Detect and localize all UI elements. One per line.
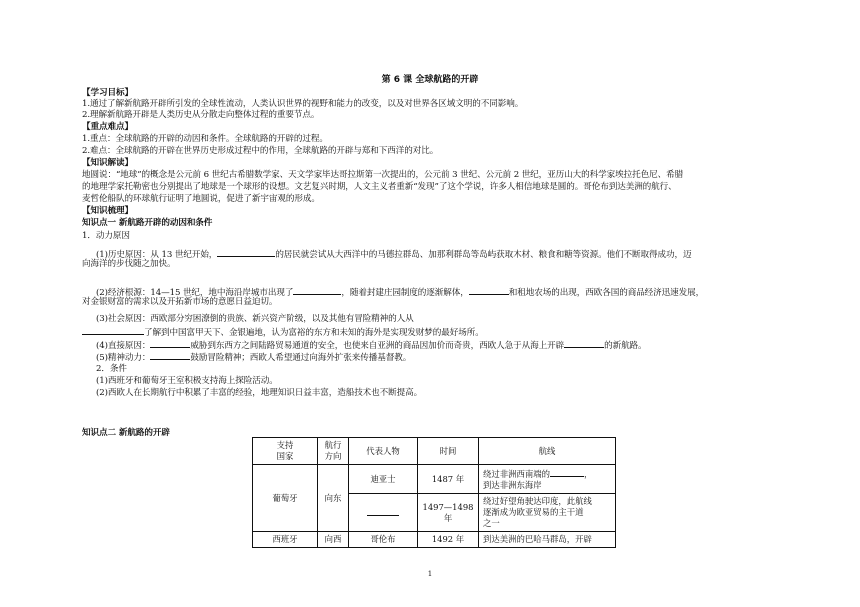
- point1-heading: 知识点一 新航路开辟的动因和条件: [82, 218, 213, 228]
- cell-person: [349, 494, 418, 532]
- cause-4-text-b: 威胁到东西方之间陆路贸易通道的安全，也使来自亚洲的商品因加价而奇贵，西欧人急于从海上开辟: [190, 341, 565, 351]
- cause-2-text-a: (2)经济根源：14—15 世纪，地中海沿岸城市出现了: [96, 288, 294, 298]
- cell-country: 西班牙: [253, 532, 318, 548]
- header-text: 代表人物: [366, 445, 400, 456]
- cell-direction: 向东: [318, 465, 349, 532]
- cause-1-text-b: 的居民就尝试从大西洋中的马德拉群岛、加那利群岛等岛屿获取木材、粮食和糖等资源。他们不断取得成功，迈: [275, 250, 692, 260]
- table-row: [253, 465, 616, 494]
- read-heading: 【知识解读】: [82, 158, 133, 168]
- read-line-2: 的地理学家托勒密也分别提出了地球是一个球形的设想。文艺复兴时期，人文主义者重新“发现”了这个学说，许多人相信地球是圆的。哥伦布到达美洲的航行、: [82, 182, 677, 192]
- route-table: [252, 437, 616, 548]
- cell-person: 哥伦布: [349, 532, 418, 548]
- page-number: 1: [427, 570, 433, 578]
- key-line-2: 2.难点：全球航路的开辟在世界历史形成过程中的作用，全球航路的开辟与郑和下西洋的对比。: [82, 146, 439, 156]
- cell-person: 迪亚士: [349, 465, 418, 494]
- goal-line-2: 2.理解新航路开辟是人类历史从分散走向整体过程的重要节点。: [82, 110, 320, 120]
- header-text: 时间: [439, 445, 457, 456]
- time-text: 1497—1498 年: [422, 501, 474, 523]
- cell-time: 1487 年: [418, 465, 479, 494]
- cause-heading: 1．动力原因: [82, 231, 130, 241]
- cell-time: 1492 年: [418, 532, 479, 548]
- cause-2-text-c: 和租地农场的出现，西欧各国的商品经济迅速发展，: [508, 288, 705, 298]
- page-title: 第 6 课 全球航路的开辟: [381, 75, 479, 85]
- table-row: [253, 532, 616, 548]
- cause-1-cont: 向海洋的步伐随之加快。: [82, 259, 176, 269]
- cause-5-text-a: (5)精神动力：: [96, 353, 151, 363]
- cause-5-text-b: 鼓励冒险精神；西欧人希望通过向海外扩张来传播基督教。: [190, 353, 412, 363]
- route-text-a: 绕过非洲西南端的: [483, 469, 550, 479]
- sort-heading: 【知识梳理】: [82, 206, 133, 216]
- condition-heading: 2．条件: [96, 364, 127, 374]
- point2-heading: 知识点二 新航路的开辟: [82, 428, 170, 438]
- fill-blank[interactable]: [550, 467, 584, 477]
- condition-2: (2)西欧人在长期航行中积累了丰富的经验，地理知识日益丰富，造船技术也不断提高。: [96, 388, 423, 398]
- fill-blank[interactable]: [82, 325, 144, 335]
- header-text: 支持 国家: [276, 440, 294, 461]
- route-text-b: ，: [584, 469, 593, 479]
- goals-heading: 【学习目标】: [82, 88, 133, 98]
- read-line-1: 地圆说：“地球”的概念是公元前 6 世纪古希腊数学家、天文学家毕达哥拉斯第一次提出的，公元前 3 世纪、公元前 2 世纪，亚历山大的科学家埃拉托色尼、希腊: [82, 170, 684, 180]
- fill-blank[interactable]: [150, 338, 190, 348]
- table-header-row: [253, 438, 616, 465]
- cause-2-text-b: ，随着封建庄园制度的逐渐解体，: [341, 288, 469, 298]
- key-line-1: 1.重点：全球航路的开辟的动因和条件。全球航路的开辟的过程。: [82, 134, 328, 144]
- route-text-c: 到达非洲东海岸: [483, 480, 542, 490]
- cause-3-line: (3)社会原因：西欧部分穷困潦倒的贵族、新兴资产阶级，以及其他有冒险精神的人从: [96, 314, 414, 324]
- cause-4-text-c: 的新航路。: [604, 341, 647, 351]
- cell-route: [479, 465, 616, 494]
- cell-route: 到达美洲的巴哈马群岛，开辟: [479, 532, 616, 548]
- header-text: 航线: [538, 445, 556, 456]
- fill-blank[interactable]: [293, 285, 341, 295]
- read-line-3: 麦哲伦船队的环球航行证明了地圆说，促进了新宇宙观的形成。: [82, 194, 320, 204]
- cause-5-line: [96, 350, 796, 364]
- header-person: [349, 438, 418, 465]
- key-heading: 【重点难点】: [82, 122, 133, 132]
- fill-blank[interactable]: [469, 285, 509, 295]
- header-text: 航行 方向: [324, 440, 342, 461]
- header-country: [253, 438, 318, 465]
- fill-blank[interactable]: [150, 350, 190, 360]
- cause-4-text-a: (4)直接原因：: [96, 341, 151, 351]
- cell-country: 葡萄牙: [253, 465, 318, 532]
- header-time: [418, 438, 479, 465]
- cell-route: [479, 494, 616, 532]
- fill-blank[interactable]: [564, 338, 604, 348]
- fill-blank[interactable]: [217, 247, 275, 257]
- header-route: [479, 438, 616, 465]
- goal-line-1: 1.通过了解新航路开辟所引发的全球性流动，人类认识世界的视野和能力的改变，以及对世界各区域文明的不同影响。: [82, 99, 524, 109]
- cell-direction: 向西: [318, 532, 349, 548]
- condition-1: (1)西班牙和葡萄牙王室积极支持海上探险活动。: [96, 376, 278, 386]
- cell-time: [418, 494, 479, 532]
- cause-2-cont: 对金银财富的需求以及开拓新市场的意愿日益迫切。: [82, 297, 278, 307]
- cause-3-text-b: 了解到中国富甲天下、金银遍地，认为富裕的东方和未知的海外是实现发财梦的最好场所。: [144, 328, 484, 338]
- fill-blank[interactable]: [367, 506, 399, 516]
- route-text: 绕过好望角驶达印度，此航线 逐渐成为欧亚贸易的主干道 之一: [483, 496, 592, 528]
- cause-3-cont: [82, 325, 782, 339]
- header-direction: [318, 438, 349, 465]
- cause-1-text-a: (1)历史原因：从 13 世纪开始，: [96, 250, 218, 260]
